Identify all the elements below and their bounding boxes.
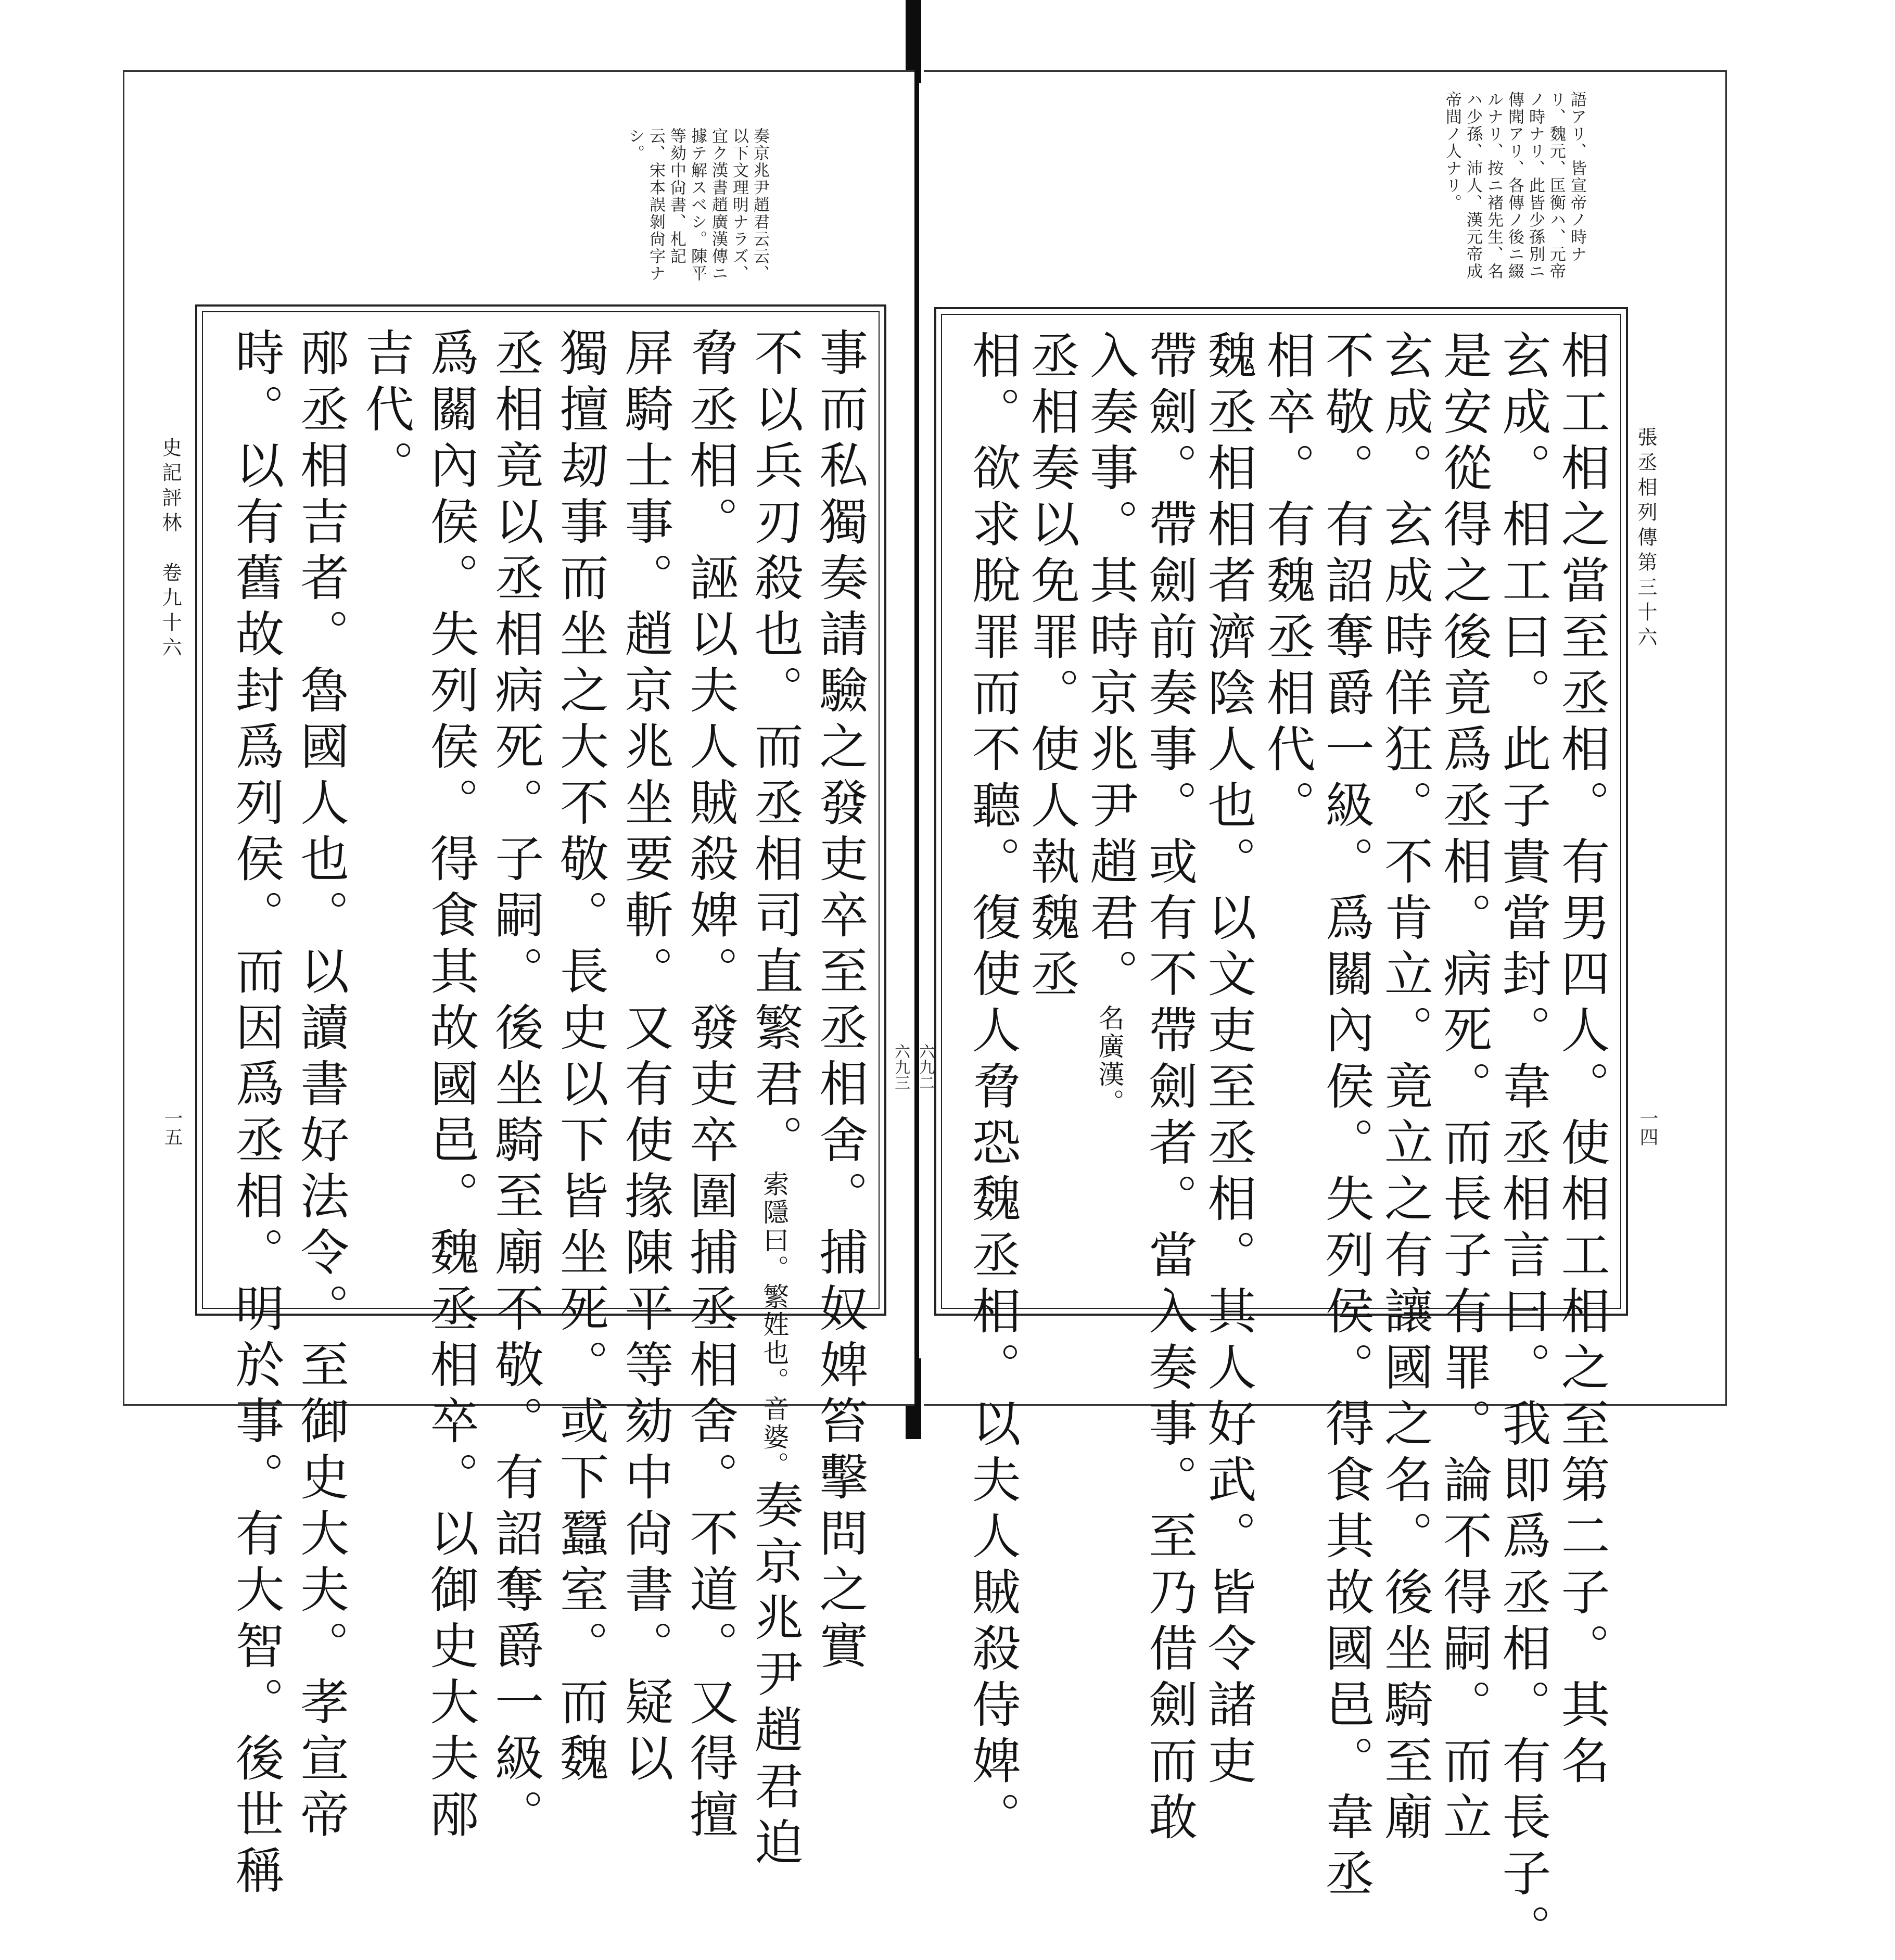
text-column: 吉代。 <box>357 327 414 496</box>
text-column: 帶劍。帶劍前奏事。或有不帶劍者。當入奏事。至乃借劍而敢 <box>1140 330 1197 1848</box>
inline-note: 名廣漢。 <box>1094 1004 1125 1117</box>
text-column: 丞相竟以丞相病死。子嗣。後坐騎至廟不敬。有詔奪爵一級。 <box>486 327 543 1845</box>
right-headnote: 語アリ、皆宣帝ノ時ナリ、魏元、匡衡ハ、元帝ノ時ナリ、此皆少孫別ニ傳聞アリ、各傳ノ後ニ綴ルナリ、按ニ褚先生、名ハ少孫、沛人、漢元帝成帝間ノ人ナリ。 <box>1443 91 1586 280</box>
right-running-header: 張丞相列傳第三十六 <box>1634 427 1657 652</box>
text-column: 相。欲求脫罪而不聽。復使人脅恐魏丞相。以夫人賊殺侍婢。 <box>963 330 1021 1848</box>
text-column: 事而私獨奏請驗之發吏卒至丞相舍。捕奴婢笞擊問之實 <box>810 327 868 1676</box>
text-column: 魏丞相相者濟陰人也。以文吏至丞相。其人好武。皆令諸吏 <box>1199 330 1256 1791</box>
text-run: 不以兵刃殺也。而丞相司直繁君。 <box>746 327 803 1170</box>
right-text-frame <box>934 307 1628 1960</box>
text-column: 玄成。玄成時佯狂。不肯立。竟立之有讓國之名。後坐騎至廟 <box>1376 330 1433 1848</box>
text-run: 入奏事。其時京兆尹趙君。 <box>1081 330 1138 1004</box>
left-running-header: 史記評林 卷九十六 <box>159 437 182 662</box>
text-run: 奏京兆尹趙君迫 <box>746 1480 803 1873</box>
text-column-with-note <box>1075 330 1138 1293</box>
text-column: 玄成。相工曰。此子貴當封。韋丞相言曰。我即爲丞相。有長子。 <box>1493 330 1550 1960</box>
text-column: 相工相之當至丞相。有男四人。使相工相之至第二子。其名 <box>1553 330 1609 1791</box>
left-text-columns <box>218 327 868 1901</box>
right-folio: 一四 <box>1637 1109 1658 1146</box>
text-column: 爲關內侯。失列侯。得食其故國邑。魏丞相卒。以御史大夫邴 <box>421 327 478 1845</box>
text-column: 邴丞相吉者。魯國人也。以讀書好法令。至御史大夫。孝宣帝 <box>291 327 349 1845</box>
left-page-number: 六九三 <box>892 1043 910 1090</box>
text-column: 屏騎士事。趙京兆坐要斬。又有使掾陳平等劾中尙書。疑以 <box>616 327 673 1789</box>
text-column: 脅丞相。誣以夫人賊殺婢。發吏卒圍捕丞相舍。不道。又得擅 <box>681 327 738 1845</box>
left-folio: 一五 <box>161 1109 183 1146</box>
right-page-number: 六九二 <box>916 1043 934 1090</box>
text-column: 不敬。有詔奪爵一級。爲關內侯。失列侯。得食其故國邑。韋丞 <box>1317 330 1374 1904</box>
inline-note: 索隱曰。繁姓也。音婆。 <box>759 1170 790 1480</box>
text-column: 獨擅刼事而坐之大不敬。長史以下皆坐死。或下蠶室。而魏 <box>551 327 608 1789</box>
text-column: 是安從得之後竟爲丞相。病死。而長子有罪。論不得嗣。而立 <box>1434 330 1492 1848</box>
text-column-with-note <box>737 327 803 1873</box>
text-column: 丞相奏以免罪。使人執魏丞 <box>1022 330 1079 1004</box>
text-column: 時。以有舊故封爲列侯。而因爲丞相。明於事。有大智。後世稱 <box>227 327 284 1901</box>
right-text-columns <box>957 330 1609 1960</box>
left-text-frame <box>195 304 886 1901</box>
left-headnote: 奏京兆尹趙君云云、以下文理明ナラズ、宜ク漢書趙廣漢傳ニ據テ解スベシ。陳平等劾中尙書、札記云、宋本誤剝尙字ナシ。 <box>626 128 769 282</box>
text-column: 相卒。有魏丞相代。 <box>1258 330 1315 836</box>
